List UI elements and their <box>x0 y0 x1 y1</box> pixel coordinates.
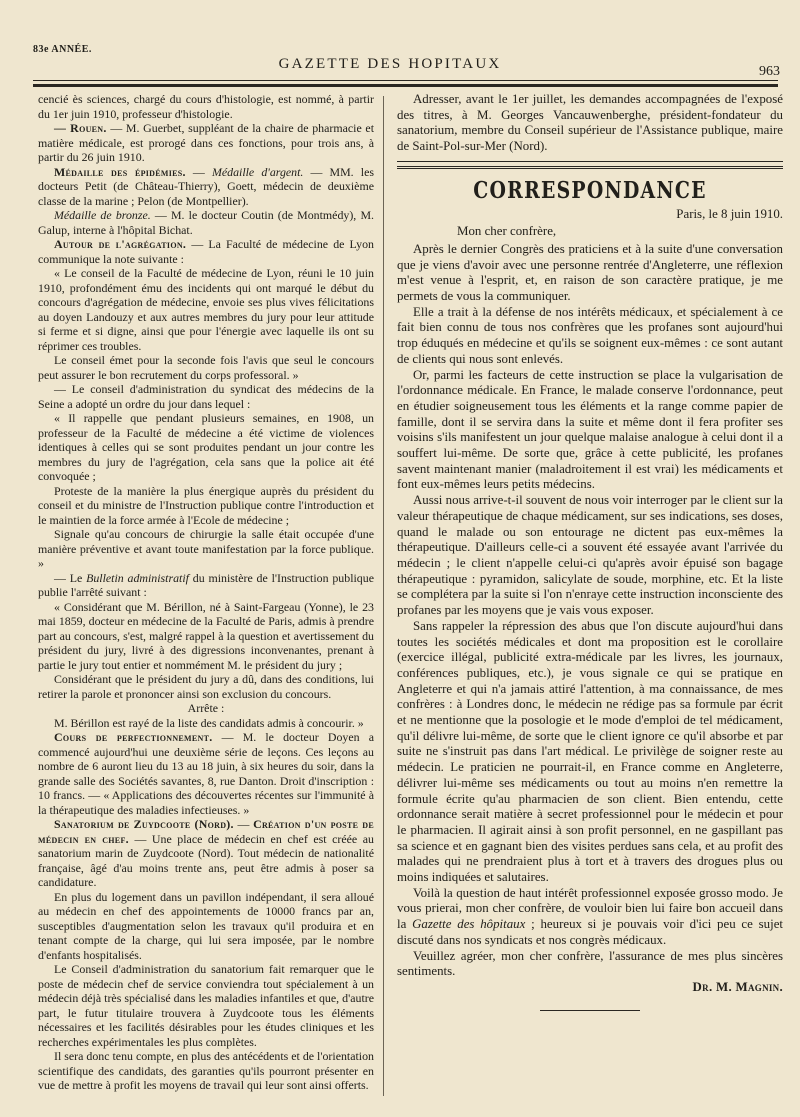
page-number: 963 <box>759 64 780 79</box>
end-rule <box>540 1010 640 1011</box>
paragraph: « Le conseil de la Faculté de médecine de Lyon, réuni le 10 juin 1910, profondément ému des incidents qui ont marqué le début du concours d'agrégation de médecine, envoie ses plus vives félicitations au doyen Landouzy et aux autres membres du jury pour leur attitude si ferme et si digne, ainsi que pour l'énergie avec laquelle ils ont su réprimer ces troubles. <box>38 266 374 353</box>
paragraph: En plus du logement dans un pavillon indépendant, il sera alloué au médecin en chef des appointements de 10000 francs par an, susceptibles d'augmentation selon les travaux qu'il produira et en tenant compte de la charge, qui lui sera imposée, par le nombre d'enfants hospitalisés. <box>38 889 374 962</box>
paragraph: Il sera donc tenu compte, en plus des antécédents et de l'orientation scientifique des candidats, des garanties qu'ils pourront présenter en vue de mettre à profit les moyens de travail qui leur sont ainsi offerts. <box>38 1049 374 1092</box>
paragraph: Proteste de la manière la plus énergique auprès du président du conseil et du ministre de l'Instruction publique contre l'introduction et le maintien de la force armée à l'Ecole de médecine ; <box>38 483 374 527</box>
paragraph: Sans rappeler la répression des abus que l'on discute aujourd'hui dans toutes les sociétés médicales et dont ma proposition est le corollaire (exercice illégal, publicité extra-médicale par les livres, les journaux, conférences publiques, etc.), je vous signale ce qui se pratique en Angleterre et qui n'a jamais attiré l'attention, à ma connaissance, de mes confrères : à Londres donc, le médecin ne rédige pas sa formule par écrit et ne mentionne que la posologie et le mode d'emploi de tel médicament, qu'il délivre lui-même, de sorte que le client ignore ce qu'il absorbe et par suite ne s'instruit pas dans l'art médical. Le privilège de soigner reste au médecin. Le praticien ne pourrait-il, en France comme en Angleterre, délivrer lui-même ses médicaments ou tout au moins n'en remettre la formule écrite qu'au pharmacien de son client. Bien entendu, cette ordonnance serait matière à secret professionnel pour le médecin et pour le pharmacien. Il agirait ainsi à son profit personnel, en ne gaspillant pas sa science et en gagnant bien des visites perdues sans cela, et au profit des malades qui ne prendraient plus à tort et à travers des drogues plus ou moins indiquées et salutaires. <box>397 618 783 885</box>
left-column <box>38 92 374 1093</box>
paragraph: cencié ès sciences, chargé du cours d'histologie, est nommé, à partir du 1er juin 1910, professeur d'histologie. <box>38 92 374 121</box>
paragraph: — Le Bulletin administratif du ministère de l'Instruction publique publie l'arrêté suivant : <box>38 570 374 599</box>
paragraph: « Considérant que M. Bérillon, né à Saint-Fargeau (Yonne), le 23 mai 1859, docteur en médecine de la Faculté de Paris, admis à prendre part au concours, s'est, malgré rappel à la question et avertissement du président du jury, livré à des digressions inconvenantes, prenant à partie le jury tout entier et nommément M. le président du jury ; <box>38 599 374 672</box>
paragraph: Veuillez agréer, mon cher confrère, l'assurance de mes plus sincères sentiments. <box>397 948 783 979</box>
paragraph: Médaille des épidémies. — Médaille d'argent. — MM. les docteurs Petit (de Château-Thierry), Goett, médecin de deuxième classe de la marine ; Pelon (de Montpellier). <box>38 164 374 208</box>
section-title: CORRESPONDANCE <box>473 176 707 204</box>
paragraph: M. Bérillon est rayé de la liste des candidats admis à concourir. » <box>54 715 364 730</box>
dateline: Paris, le 8 juin 1910. <box>676 206 783 221</box>
paragraph: Le Conseil d'administration du sanatorium fait remarquer que le poste de médecin chef de service conviendra tout spécialement à un médecin déjà très spécialisé dans les maladies infantiles et que, d'autre part, le futur titulaire trouvera à Zuydcoote tous les éléments nécessaires et les facilités désirables pour les études cliniques et les recherches expérimentales les plus complètes. <box>38 962 374 1049</box>
paragraph: Médaille de bronze. — M. le docteur Coutin (de Montmédy), M. Galup, interne à l'hôpital Bichat. <box>38 208 374 237</box>
paragraph: Elle a trait à la défense de nos intérêts médicaux, et spécialement à ce fait bien connu de tous nos confrères que les profanes sont aujourd'hui trop éduqués en médecine et qu'ils se soignent eux-mêmes : ce sont autant de clients qui nous sont enlevés. <box>397 304 783 366</box>
header-rule-thin <box>33 80 778 81</box>
paragraph: Voilà la question de haut intérêt professionnel exposée grosso modo. Je vous prierai, mon cher confrère, de vouloir bien lui faire bon accueil dans la Gazette des hôpitaux ; heureux si je pouvais voir d'ici peu ce sujet discuté dans nos syndicats et nos congrès médicaux. <box>397 885 784 947</box>
paragraph: Considérant que le président du jury a dû, dans des conditions, lui retirer la parole et prononcer ainsi son exclusion du concours. <box>38 672 374 701</box>
paragraph: Signale qu'au concours de chirurgie la salle était occupée d'une manière préventive et avant toute manifestation par la force publique. » <box>38 527 374 570</box>
signature: Dr. M. Magnin. <box>692 979 783 994</box>
paragraph: Autour de l'agrégation. — La Faculté de médecine de Lyon communique la note suivante : <box>38 237 375 266</box>
paragraph: Or, parmi les facteurs de cette instruction se place la vulgarisation de l'ordonnance médicale. En France, le malade conserve l'ordonnance, peut en étudier soigneusement tous les éléments et la range comme papier de famille, dont il se servira dans la suite et même dont il fera profiter ses voisins s'ils manifestent un jour quelque malaise analogue à celui dont il a souffert lui-même. De sorte que, grâce à cette publicité, les profanes savent maintenant manier (maladroitement il est vrai) les médicaments et font eux-mêmes leurs petits médecins. <box>397 367 783 492</box>
paragraph: Sanatorium de Zuydcoote (Nord). — Création d'un poste de médecin en chef. — Une place de médecin en chef est créée au sanatorium marin de Zuydcoote (Nord). Tout médecin de nationalité française, âgé d'au moins trente ans, peut être admis à poser sa candidature. <box>38 817 374 889</box>
paragraph: — Rouen. — M. Guerbet, suppléant de la chaire de pharmacie et matière médicale, est prorogé dans ces fonctions, pour trois ans, à partir du 26 juin 1910. <box>38 121 374 164</box>
paragraph: Aussi nous arrive-t-il souvent de nous voir interroger par le client sur la valeur thérapeutique de chaque médicament, sur ses indications, ses doses, quand le malade ou son entourage ne dictent pas eux-mêmes la thérapeutique. D'ailleurs celle-ci a souvent été essayée avant l'arrivée du médecin ; le client n'appelle celui-ci qu'après avoir épuisé son bagage thérapeutique : pyramidon, salicylate de soude, morphine, etc. Et la liste se complétera par la suite si l'on n'enraye cette instruction inconsciente des profanes par les moyens que je vais vous exposer. <box>397 493 783 618</box>
paragraph: Le conseil émet pour la seconde fois l'avis que seul le concours peut assurer le bon recrutement du corps professoral. » <box>38 353 374 382</box>
paragraph: Adresser, avant le 1er juillet, les demandes accompagnées de l'exposé des titres, à M. Georges Vancauwenberghe, président-fondateur du sanatorium, membre du Conseil supérieur de l'Assistance publique, maire de Saint-Pol-sur-Mer (Nord). <box>397 92 783 154</box>
salutation: Mon cher confrère, <box>457 224 557 239</box>
paragraph: — Le conseil d'administration du syndicat des médecins de la Seine a adopté un ordre du jour dans lequel : <box>38 382 374 411</box>
paragraph: Cours de perfectionnement. — M. le docteur Doyen a commencé aujourd'hui une deuxième série de leçons. Ces leçons au nombre de 6 auront lieu du 13 au 18 juin, à six heures du soir, dans la grande salle des Sociétés savantes, 8, rue Danton. Droit d'inscription : 10 francs. — « Applications des découvertes récentes sur l'immunité à la thérapeutique des maladies infectieuses. » <box>38 730 374 817</box>
issue-label: 83e ANNÉE. <box>33 44 92 55</box>
paragraph: Après le dernier Congrès des praticiens et à la suite d'une conversation que je viens d'avoir avec une personne rentrée d'Angleterre, une réflexion m'est venue à l'esprit, et, en raison de son caractère pratique, je me permets de vous la communiquer. <box>397 241 783 304</box>
paragraph: Arrête : <box>187 701 225 715</box>
column-separator <box>383 96 384 1096</box>
header-rule-thick <box>33 84 778 87</box>
section-divider <box>397 161 783 169</box>
paragraph: « Il rappelle que pendant plusieurs semaines, en 1908, un professeur de la Faculté de médecine a été victime de violences identiques à celles qui se sont produites pendant un jour contre les membres du jury de l'agrégation, cela sans que la police ait été convoquée ; <box>38 411 374 483</box>
right-column <box>397 92 783 1011</box>
journal-title: GAZETTE DES HOPITAUX <box>278 56 502 72</box>
